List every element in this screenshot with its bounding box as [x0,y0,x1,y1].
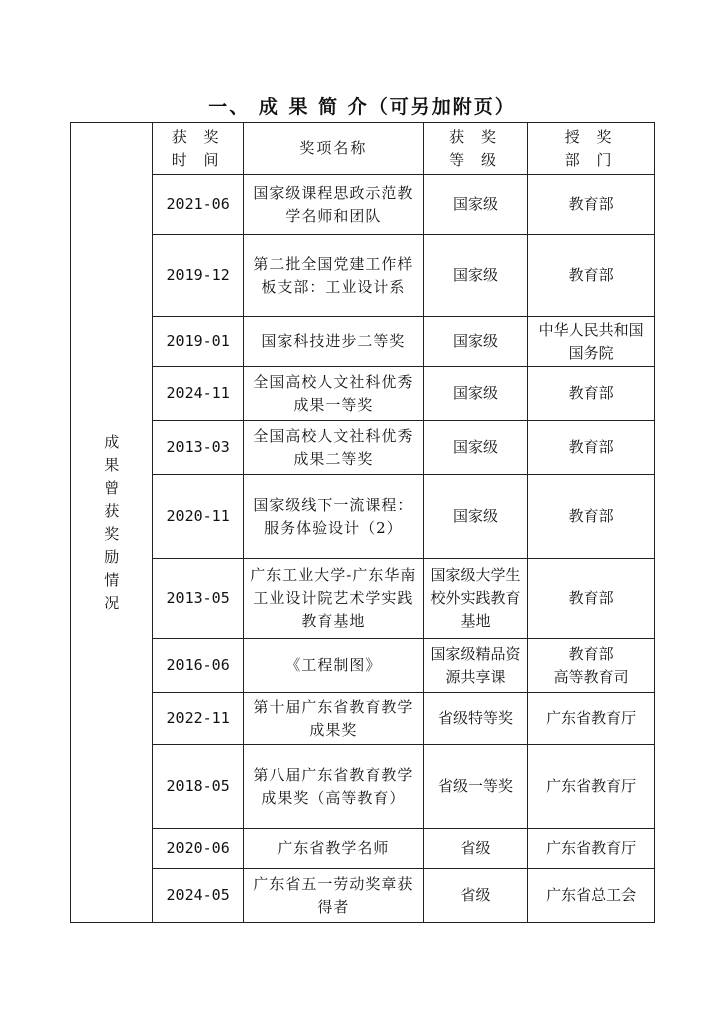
award-time: 2022-11 [153,693,243,745]
award-dept: 教育部 高等教育司 [528,639,655,693]
table-row [71,475,655,559]
award-level: 国家级 [423,475,528,559]
award-dept: 教育部 [528,475,655,559]
award-time: 2019-01 [153,317,243,367]
award-level: 国家级精品资源共享课 [423,639,528,693]
award-level: 国家级 [423,235,528,317]
award-time: 2021-06 [153,175,243,235]
category-label: 成果曾获奖励情况 [104,432,120,612]
award-time: 2013-03 [153,421,243,475]
award-time: 2024-11 [153,367,243,421]
table-row [71,639,655,693]
award-time: 2019-12 [153,235,243,317]
award-level: 省级一等奖 [423,745,528,829]
award-dept: 广东省教育厅 [528,745,655,829]
award-level: 省级特等奖 [423,693,528,745]
award-level: 国家级大学生校外实践教育基地 [423,559,528,639]
award-name: 国家级课程思政示范教学名师和团队 [243,175,423,235]
award-time: 2016-06 [153,639,243,693]
award-time: 2020-06 [153,829,243,869]
award-level: 省级 [423,869,528,923]
award-dept: 教育部 [528,367,655,421]
award-dept: 教育部 [528,421,655,475]
award-dept: 广东省总工会 [528,869,655,923]
page-title: 一、 成 果 简 介（可另加附页） [208,96,516,118]
award-level: 国家级 [423,175,528,235]
table-row [71,367,655,421]
award-time: 2024-05 [153,869,243,923]
award-name: 国家科技进步二等奖 [243,317,423,367]
award-dept: 广东省教育厅 [528,693,655,745]
awards-table [70,122,655,923]
header-dept: 授 奖 部 门 [528,123,655,175]
award-name: 《工程制图》 [243,639,423,693]
award-dept: 教育部 [528,175,655,235]
award-name: 第二批全国党建工作样板支部：工业设计系 [243,235,423,317]
award-name: 国家级线下一流课程：服务体验设计（2） [243,475,423,559]
award-time: 2020-11 [153,475,243,559]
award-name: 全国高校人文社科优秀成果一等奖 [243,367,423,421]
table-row [71,869,655,923]
table-row [71,317,655,367]
award-level: 国家级 [423,421,528,475]
award-dept: 教育部 [528,559,655,639]
award-name: 第八届广东省教育教学成果奖（高等教育） [243,745,423,829]
award-dept: 中华人民共和国国务院 [528,317,655,367]
table-row [71,421,655,475]
award-level: 国家级 [423,317,528,367]
table-row [71,559,655,639]
header-name: 奖项名称 [243,123,423,175]
table-row [71,175,655,235]
award-dept: 教育部 [528,235,655,317]
category-cell [71,123,153,923]
header-time: 获 奖 时 间 [153,123,243,175]
award-time: 2013-05 [153,559,243,639]
award-name: 第十届广东省教育教学成果奖 [243,693,423,745]
table-row [71,829,655,869]
award-dept: 广东省教育厅 [528,829,655,869]
award-name: 广东省教学名师 [243,829,423,869]
award-name: 广东省五一劳动奖章获得者 [243,869,423,923]
award-name: 全国高校人文社科优秀成果二等奖 [243,421,423,475]
table-header-row [71,123,655,175]
award-level: 省级 [423,829,528,869]
header-level: 获 奖 等 级 [423,123,528,175]
award-time: 2018-05 [153,745,243,829]
table-row [71,693,655,745]
table-row [71,745,655,829]
table-row [71,235,655,317]
award-level: 国家级 [423,367,528,421]
award-name: 广东工业大学-广东华南工业设计院艺术学实践教育基地 [243,559,423,639]
